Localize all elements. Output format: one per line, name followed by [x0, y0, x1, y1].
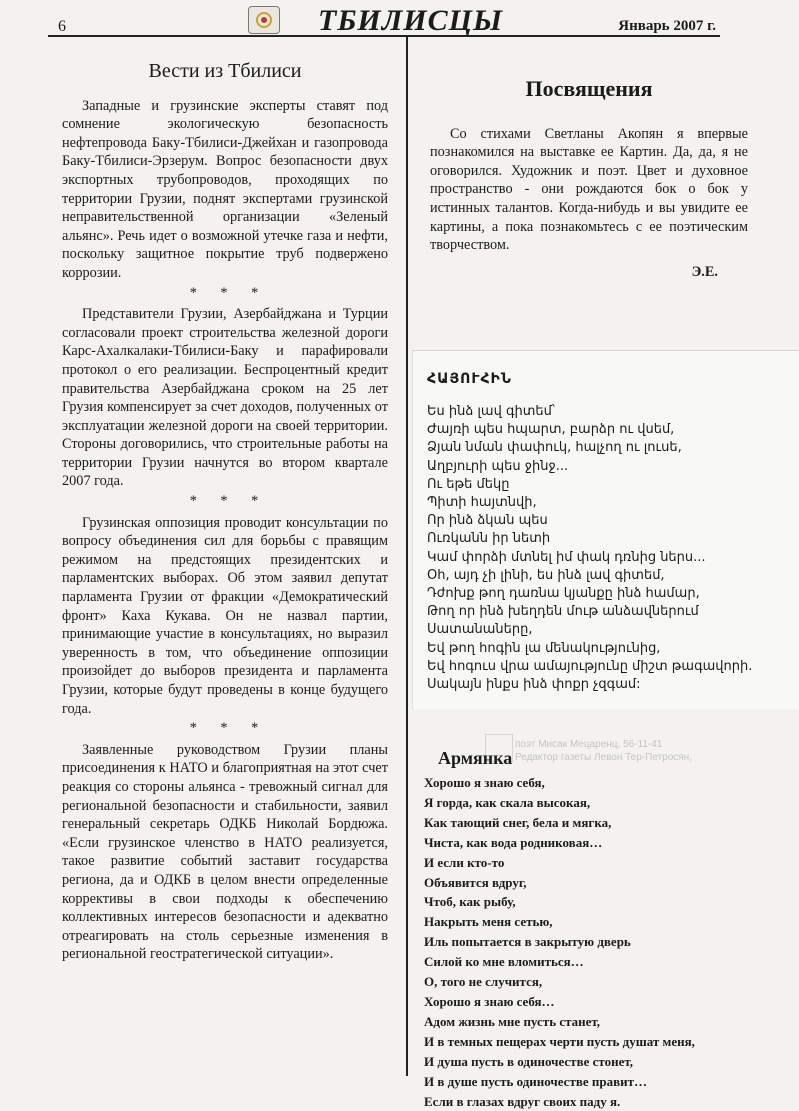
separator-stars: * * * [62, 284, 388, 303]
news-paragraph: Грузинская оппозиция проводит консультации по вопросу объединения сил для борьбы с правящим режимом на предстоящих президентских и парламентских выборах. Об этом заявил депутат парламента Грузии от фракции «Демократический фронт» Каха Кукава. Он не назвал партии, принимающие участие в консультациях, но выразил уверенность в том, что объединение оппозиции произойдет до выборов президента и парламента Грузии, которые будут проведены в конце будущего года. [62, 514, 388, 719]
publisher-emblem-icon [256, 12, 272, 28]
poem-line: Иль попытается в закрытую дверь [424, 932, 794, 952]
poem-line: Хорошо я знаю себя… [424, 992, 794, 1012]
poem-line: Սատանաները, [427, 621, 797, 639]
poem-line: Թող որ ինձ խեղդեն մութ անձավներում [427, 603, 797, 621]
poem-line: Объявится вдруг, [424, 873, 794, 893]
ghost-line: поэт Мисак Мецаренц, 56-11-41 [515, 738, 775, 751]
poem-line: Если в глазах вдруг своих паду я. [424, 1092, 794, 1111]
poem-line: Я горда, как скала высокая, [424, 793, 794, 813]
poem-line: И душа пусть в одиночестве стонет, [424, 1052, 794, 1072]
armenian-poem-title: ՀԱՅՈՒՀԻՆ [427, 371, 512, 387]
publisher-logo [248, 6, 280, 34]
poem-line: Ես ինձ լավ գիտեմ՝ [427, 403, 797, 421]
poem-line: Адом жизнь мне пусть станет, [424, 1012, 794, 1032]
news-paragraph: Представители Грузии, Азербайджана и Турции согласовали проект строительства железной дороги Карс-Ахалкалаки-Тбилиси-Баку и парафировали протокол о его реализации. Беспроцентный кредит правительства Азербайджана сроком на 25 лет Грузия компенсирует за счет доходов, полученных от эксплуатации железной дороги на своей территории. Стороны договорились, что строительные работы на территории Грузии начнутся во втором квартале 2007 года. [62, 305, 388, 491]
header-rule [48, 35, 720, 37]
separator-stars: * * * [62, 492, 388, 511]
news-column [62, 62, 388, 964]
russian-poem-lines [424, 773, 794, 1111]
poem-line: Սակայն ինքս ինձ փոքր չզգամ: [427, 676, 797, 694]
page-number: 6 [58, 18, 66, 36]
dedication-signature: Э.Е. [430, 263, 748, 282]
poem-line: Ուռկանն իր նետի [427, 530, 797, 548]
dedication-text: Со стихами Светланы Акопян я впервые познакомился на выставке ее Картин. Да, да, я не оговорился. Художник и поэт. Цвет и духовное пространство - они рождаются бок о бок у истинных талантов. Когда-нибудь и вы увидите ее картины, а пока познакомьтесь с ее поэтическим творчеством. [430, 125, 748, 255]
armenian-poem-lines [427, 403, 797, 694]
poem-line: Ժայռի պես հպարտ, բարձր ու վսեմ, [427, 421, 797, 439]
news-paragraph: Заявленные руководством Грузии планы присоединения к НАТО и благоприятная на этот счет реакция со стороны альянса - тревожный сигнал для региональной безопасности и стабильности, заявил генеральный секретарь ОДКБ Николай Бордюжа. «Если грузинское членство в НАТО реализуется, такое развитие событий заставит государства региона, да и ОДКБ в целом внести определенные коррективы в свои подходы к обеспечению коллективных интересов безопасности и адекватно отреагировать на столь серьезные изменения в региональной геостратегической ситуации». [62, 741, 388, 964]
issue-date: Январь 2007 г. [618, 18, 716, 35]
poem-line: И в душе пусть одиночестве правит… [424, 1072, 794, 1092]
poem-line: Եվ հոգուս վրա ամայությունը միշտ թագավորի. [427, 658, 797, 676]
poem-line: Դժոխք թող դառնա կյանքը ինձ համար, [427, 585, 797, 603]
masthead: ТБИЛИСЦЫ [318, 4, 503, 38]
poem-line: Աղբյուրի պես ջինջ... [427, 458, 797, 476]
news-paragraph: Западные и грузинские эксперты ставят под сомнение экологическую безопасность нефтепровода Баку-Тбилиси-Джейхан и газопровода Баку-Тбилиси-Эрзерум. Вопрос безопасности двух экспортных трубопроводов, проходящих по территории Грузии, поднят экспертами грузинской неправительственной организации «Зеленый альянс». Речь идет о возможной утечке газа и нефти, поскольку защитное покрытие труб подвержено коррозии. [62, 97, 388, 283]
poem-line: Կամ փորձի մտնել իմ փակ դռնից ներս... [427, 549, 797, 567]
poem-line: И в темных пещерах черти пусть душат меня, [424, 1032, 794, 1052]
news-title: Вести из Тбилиси [62, 62, 388, 81]
poem-line: Силой ко мне вломиться… [424, 952, 794, 972]
poem-line: Ու եթե մեկը [427, 476, 797, 494]
poem-line: О, того не случится, [424, 972, 794, 992]
russian-poem-title: Армянка [438, 748, 794, 769]
column-divider [406, 36, 408, 1076]
russian-poem [424, 748, 794, 1111]
ghost-line: Редактор газеты Левон Тер-Петросян, [515, 751, 775, 764]
armenian-poem [412, 350, 799, 709]
poem-line: Օհ, այդ չի լինի, ես ինձ լավ գիտեմ, [427, 567, 797, 585]
poem-line: Хорошо я знаю себя, [424, 773, 794, 793]
poem-line: Պիտի հայտնվի, [427, 494, 797, 512]
poem-line: Եվ թող հոգին լա մենակությունից, [427, 640, 797, 658]
poem-line: Как тающий снег, бела и мягка, [424, 813, 794, 833]
poem-line: Որ ինձ ձկան պես [427, 512, 797, 530]
poem-line: Ձյան նման փափուկ, հալչող ու լուսե, [427, 439, 797, 457]
poem-line: Чтоб, как рыбу, [424, 892, 794, 912]
poem-line: И если кто-то [424, 853, 794, 873]
poem-line: Чиста, как вода родниковая… [424, 833, 794, 853]
separator-stars: * * * [62, 719, 388, 738]
poem-line: Накрыть меня сетью, [424, 912, 794, 932]
dedication-title: Посвящения [430, 80, 748, 99]
dedication-section [430, 80, 748, 281]
